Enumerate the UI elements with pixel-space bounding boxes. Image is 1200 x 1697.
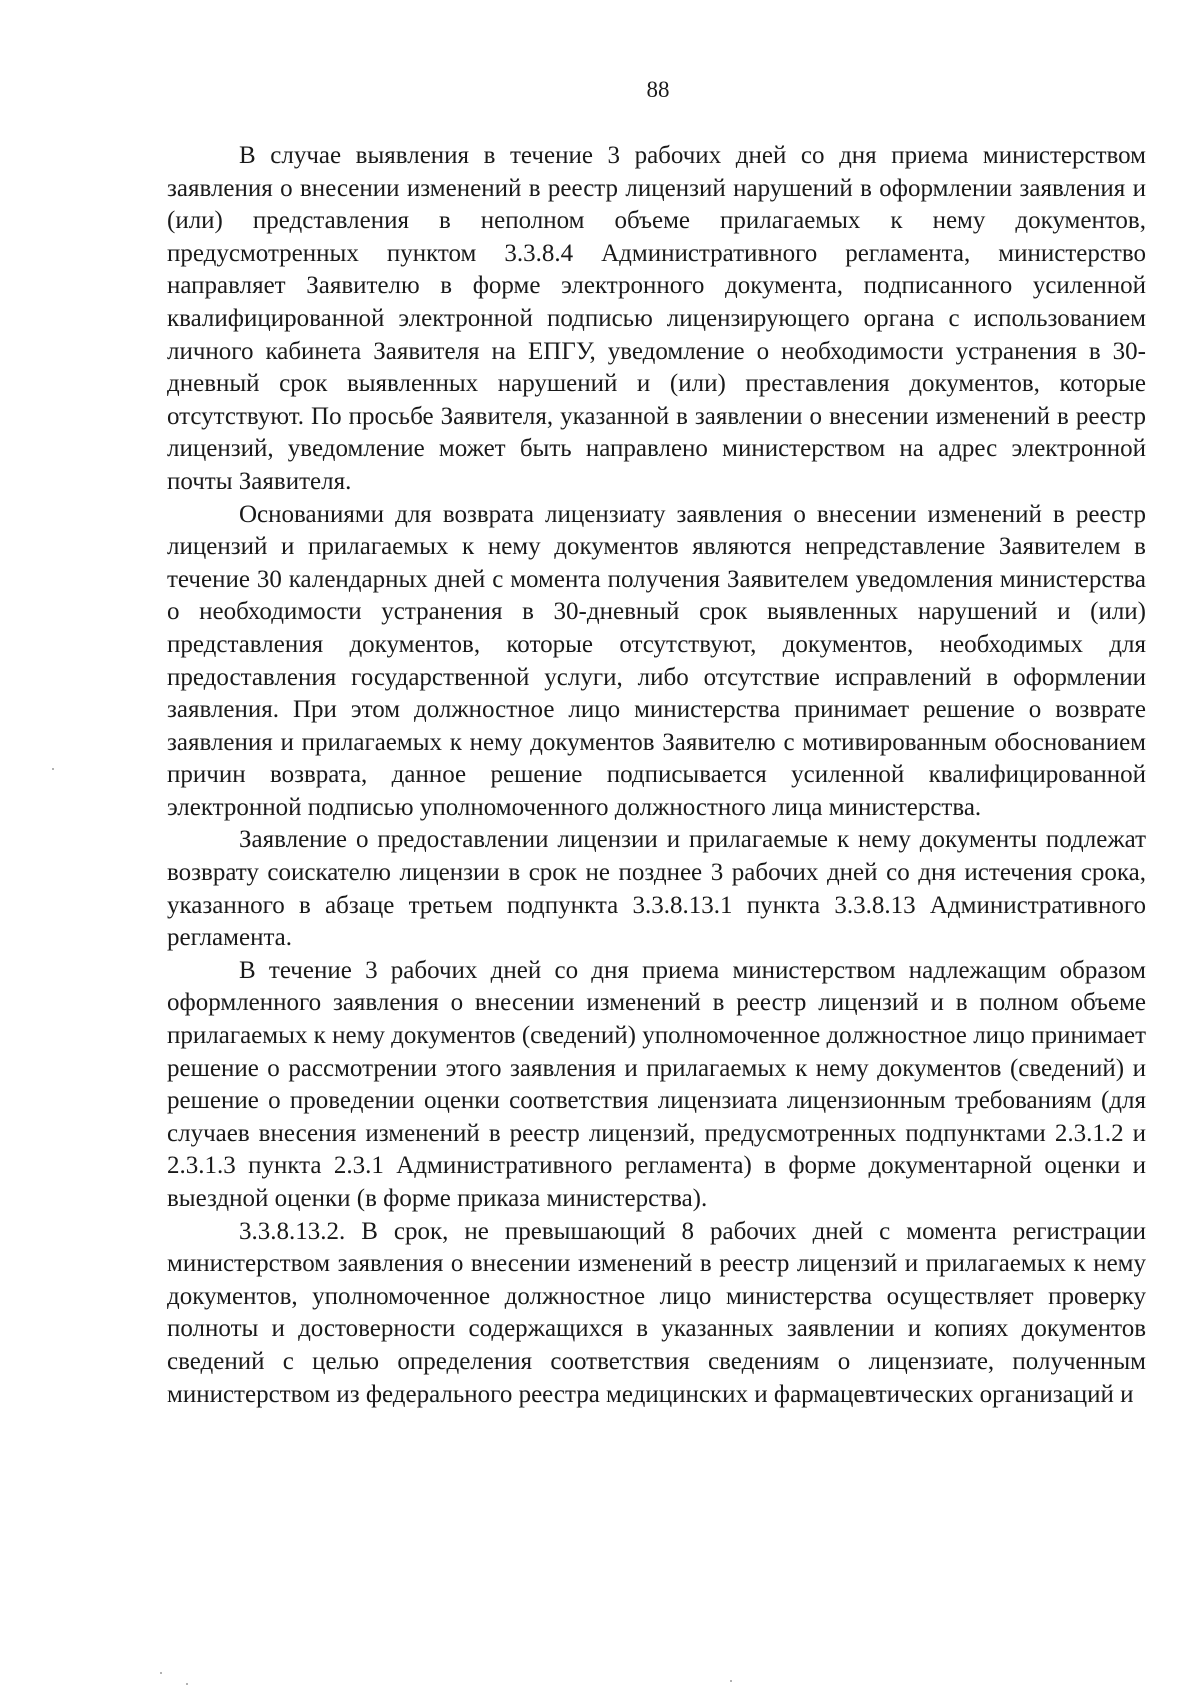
document-body bbox=[167, 140, 1146, 1411]
paragraph-violations-notice: В случае выявления в течение 3 рабочих дней со дня приема министерством заявления о внесении изменений в реестр лицензий нарушений в оформлении заявления и (или) представления в неполном объеме прилагаемых к нему документов, предусмотренных пунктом 3.3.8.4 Административного регламента, министерство направляет Заявителю в форме электронного документа, подписанного усиленной квалифицированной электронной подписью лицензирующего органа с использованием личного кабинета Заявителя на ЕПГУ, уведомление о необходимости устранения в 30-дневный срок выявленных нарушений и (или) преставления документов, которые отсутствуют. По просьбе Заявителя, указанной в заявлении о внесении изменений в реестр лицензий, уведомление может быть направлено министерством на адрес электронной почты Заявителя. bbox=[167, 142, 1146, 495]
scan-speck bbox=[160, 1672, 162, 1674]
page-number: 88 bbox=[646, 77, 670, 102]
paragraph-review-decision: В течение 3 рабочих дней со дня приема министерством надлежащим образом оформленного заявления о внесении изменений в реестр лицензий и в полном объеме прилагаемых к нему документов (сведений) уполномоченное должностное лицо принимает решение о рассмотрении этого заявления и прилагаемых к нему документов (сведений) и решение о проведении оценки соответствия лицензиата лицензионным требованиям (для случаев внесения изменений в реестр лицензий, предусмотренных подпунктами 2.3.1.2 и 2.3.1.3 пункта 2.3.1 Административного регламента) в форме документарной оценки и выездной оценки (в форме приказа министерства). bbox=[167, 956, 1146, 1212]
paragraph-section-3-3-8-13-2: 3.3.8.13.2. В срок, не превышающий 8 рабочих дней с момента регистрации министерством заявления о внесении изменений в реестр лицензий и прилагаемых к нему документов, уполномоченное должностное лицо министерства осуществляет проверку полноты и достоверности содержащихся в указанных заявлении и копиях документов сведений с целью определения соответствия сведениям о лицензиате, полученным министерством из федерального реестра медицинских и фармацевтических организаций и bbox=[167, 1217, 1146, 1408]
scan-speck bbox=[186, 1683, 188, 1685]
scan-speck bbox=[52, 768, 54, 770]
paragraph-return-grounds: Основаниями для возврата лицензиату заявления о внесении изменений в реестр лицензий и прилагаемых к нему документов являются непредставление Заявителем в течение 30 календарных дней с момента получения Заявителем уведомления министерства о необходимости устранения в 30-дневный срок выявленных нарушений и (или) представления документов, которые отсутствуют, документов, необходимых для предоставления государственной услуги, либо отсутствие исправлений в оформлении заявления. При этом должностное лицо министерства принимает решение о возврате заявления и прилагаемых к нему документов Заявителю с мотивированным обоснованием причин возврата, данное решение подписывается усиленной квалифицированной электронной подписью уполномоченного должностного лица министерства. bbox=[167, 500, 1146, 821]
scan-speck bbox=[730, 1680, 732, 1682]
paragraph-return-deadline: Заявление о предоставлении лицензии и прилагаемые к нему документы подлежат возврату соискателю лицензии в срок не позднее 3 рабочих дней со дня истечения срока, указанного в абзаце третьем подпункта 3.3.8.13.1 пункта 3.3.8.13 Административного регламента. bbox=[167, 826, 1146, 952]
